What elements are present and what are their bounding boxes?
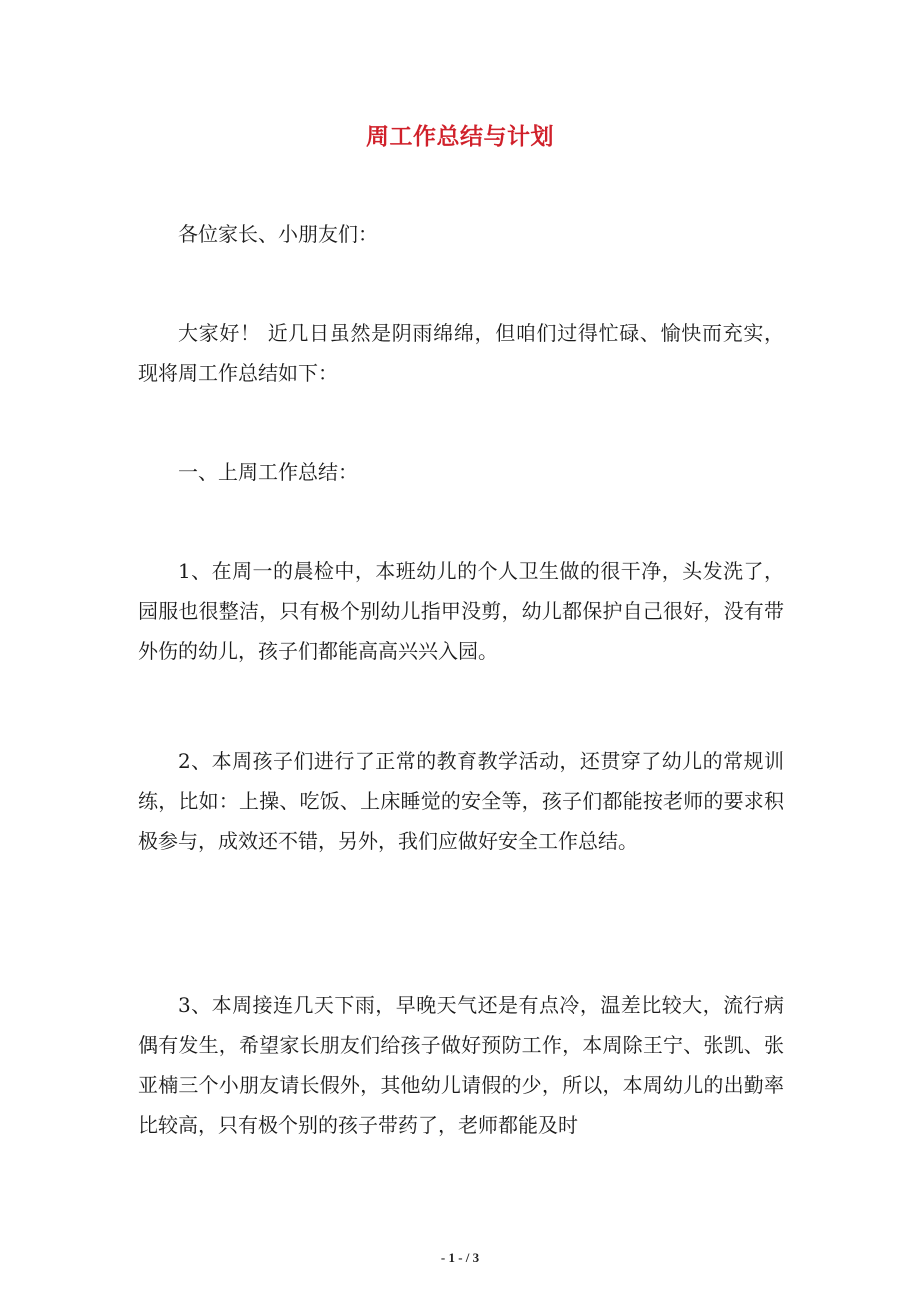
summary-item-2: 2、本周孩子们进行了正常的教育教学活动，还贯穿了幼儿的常规训练，比如：上操、吃饭、上床睡觉的安全等，孩子们都能按老师的要求积极参与，成效还不错，另外，我们应做好安全工作总结。 xyxy=(138,749,784,853)
summary-item-3: 3、本周接连几天下雨，早晚天气还是有点冷，温差比较大，流行病偶有发生，希望家长朋友们给孩子做好预防工作，本周除王宁、张凯、张亚楠三个小朋友请长假外，其他幼儿请假的少，所以，本周幼儿的出勤率比较高，只有极个别的孩子带药了，老师都能及时 xyxy=(138,993,784,1137)
document-title: 周工作总结与计划 xyxy=(366,124,554,150)
page-number: - 1 - / 3 xyxy=(440,1250,480,1265)
greeting-paragraph: 各位家长、小朋友们： xyxy=(178,222,378,246)
summary-item-1: 1、在周一的晨检中，本班幼儿的个人卫生做的很干净，头发洗了，园服也很整洁，只有极个别幼儿指甲没剪，幼儿都保护自己很好，没有带外伤的幼儿，孩子们都能高高兴兴入园。 xyxy=(138,559,784,663)
section-heading: 一、上周工作总结： xyxy=(178,460,358,484)
intro-paragraph: 大家好！ 近几日虽然是阴雨绵绵，但咱们过得忙碌、愉快而充实，现将周工作总结如下： xyxy=(138,321,784,385)
